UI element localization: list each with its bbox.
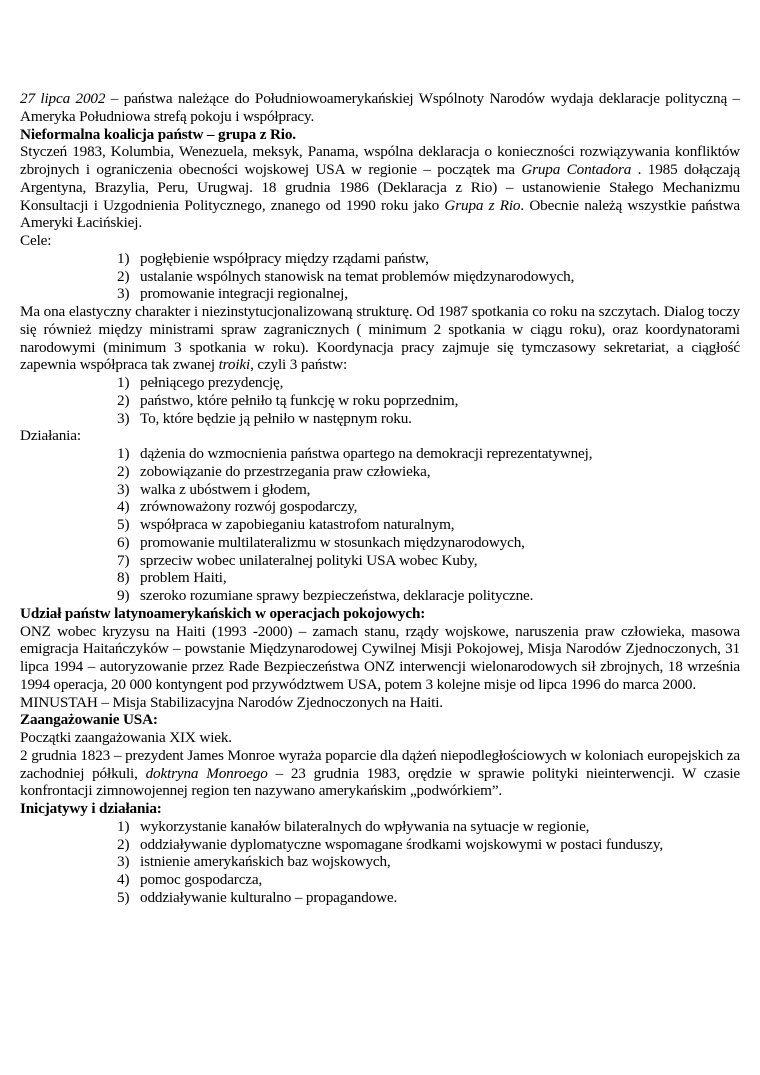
list-number: 2)	[117, 462, 130, 480]
italic-text: Grupa Contadora	[521, 161, 632, 178]
list-item	[20, 889, 740, 907]
list-item-text: zobowiązanie do przestrzegania praw człowieka,	[140, 462, 431, 480]
list-number: 8)	[117, 569, 130, 587]
list-item	[20, 569, 740, 587]
list-item-text: promowanie integracji regionalnej,	[140, 285, 348, 303]
text-run: – państwa należące do Południowoamerykańskiej Wspólnoty Narodów wydaja deklaracje polityczną – Ameryka Południowa strefą pokoju i współpracy.	[20, 90, 740, 125]
text-run: Początki zaangażowania XIX wiek.	[20, 729, 232, 746]
list-number: 3)	[117, 853, 130, 871]
paragraph	[20, 232, 740, 250]
list-item-text: ustalanie wspólnych stanowisk na temat problemów międzynarodowych,	[140, 267, 575, 285]
text-run: MINUSTAH – Misja Stabilizacyjna Narodów Zjednoczonych na Haiti.	[20, 693, 443, 711]
numbered-list	[20, 250, 740, 303]
list-item	[20, 285, 740, 303]
numbered-list	[20, 374, 740, 427]
list-item	[20, 818, 740, 836]
list-number: 5)	[117, 516, 130, 533]
text-run: Działania:	[20, 427, 81, 445]
paragraph	[20, 90, 740, 126]
list-item-text: wykorzystanie kanałów bilateralnych do wpływania na sytuacje w regionie,	[140, 817, 590, 835]
list-item	[20, 498, 740, 516]
list-item-text: pogłębienie współpracy między rządami państw,	[140, 249, 429, 267]
list-item-text: oddziaływanie dyplomatyczne wspomagane środkami wojskowymi w postaci funduszy,	[140, 835, 663, 853]
list-item-text: oddziaływanie kulturalno – propagandowe.	[140, 888, 398, 906]
list-item-text: istnienie amerykańskich baz wojskowych,	[140, 853, 391, 871]
list-number: 1)	[117, 817, 130, 835]
list-item	[20, 445, 740, 463]
list-number: 1)	[117, 249, 130, 267]
list-number: 7)	[117, 551, 130, 569]
paragraph	[20, 143, 740, 232]
list-item	[20, 836, 740, 854]
list-item	[20, 410, 740, 428]
list-item	[20, 871, 740, 889]
list-item	[20, 552, 740, 570]
list-number: 1)	[117, 445, 130, 462]
paragraph	[20, 694, 740, 712]
list-number: 9)	[117, 587, 130, 604]
list-number: 6)	[117, 533, 130, 551]
list-item-text: promowanie multilateralizmu w stosunkach międzynarodowych,	[140, 533, 525, 551]
paragraph	[20, 303, 740, 374]
list-item	[20, 250, 740, 268]
list-item	[20, 587, 740, 605]
list-item	[20, 853, 740, 871]
list-item-text: dążenia do wzmocnienia państwa opartego na demokracji reprezentatywnej,	[140, 445, 593, 462]
list-number: 2)	[117, 835, 130, 853]
paragraph	[20, 427, 740, 445]
list-item-text: problem Haiti,	[140, 569, 227, 587]
list-item	[20, 463, 740, 481]
italic-text: doktryna Monroego	[145, 764, 268, 782]
list-item-text: pełniącego prezydencję,	[140, 374, 284, 391]
list-number: 3)	[117, 285, 130, 303]
list-item-text: sprzeciw wobec unilateralnej polityki USA wobec Kuby,	[140, 551, 478, 569]
list-item	[20, 481, 740, 499]
text-run: – 23 grudnia 1983, orędzie w sprawie polityki nieinterwencji. W czasie konfrontacji zimnowojennej region ten nazywano amerykańskim „podwórkiem”.	[20, 764, 740, 800]
list-number: 4)	[117, 498, 130, 516]
text-run: , czyli 3 państw:	[250, 356, 348, 374]
list-item	[20, 392, 740, 410]
italic-text: troiki	[218, 356, 251, 374]
text-run: . Obecnie należą wszystkie państwa Ameryki Łacińskiej.	[20, 196, 740, 232]
list-item-text: szeroko rozumiane sprawy bezpieczeństwa, deklaracje polityczne.	[140, 587, 534, 604]
list-number: 2)	[117, 267, 130, 285]
list-item-text: pomoc gospodarcza,	[140, 871, 263, 888]
italic-text: Grupa z Rio	[444, 196, 521, 214]
list-number: 1)	[117, 374, 130, 391]
text-run: ONZ wobec kryzysu na Haiti (1993 -2000) – zamach stanu, rządy wojskowe, naruszenia praw człowieka, masowa emigracja Haitańczyków – powstanie Międzynarodowej Cywilnej Misji Pokojowej, Misja Narodów Zjednoczonych, 31 lipca 1994 – autoryzowanie przez Rade Bezpieczeństwa ONZ interwencji wielonarodowych sił zbrojnych, 18 września 1994 operacja, 20 000 kontyngent pod przywództwem USA, potem 3 kolejne misje od lipca 1996 do marca 2000.	[20, 622, 740, 693]
list-item-text: zrównoważony rozwój gospodarczy,	[140, 498, 358, 516]
paragraph	[20, 729, 740, 747]
numbered-list	[20, 818, 740, 907]
list-item-text: To, które będzie ją pełniło w następnym roku.	[140, 409, 412, 427]
list-item	[20, 268, 740, 286]
text-run: 2 grudnia 1823 – prezydent James Monroe wyraża poparcie dla dążeń niepodległościowych w koloniach europejskich za zachodniej półkuli,	[20, 746, 740, 782]
text-run: . 1985 dołączają Argentyna, Brazylia, Peru, Urugwaj. 18 grudnia 1986 (Deklaracja z Rio) – ustanowienie Stałego Mechanizmu Konsultacji i Uzgodnienia Politycznego, znanego od 1990 roku jako	[20, 161, 741, 214]
list-item-text: współpraca w zapobieganiu katastrofom naturalnym,	[140, 516, 455, 533]
italic-text: 27 lipca 2002	[20, 90, 106, 107]
section-heading: Inicjatywy i działania:	[20, 800, 162, 817]
list-item	[20, 374, 740, 392]
section-heading: Zaangażowanie USA:	[20, 711, 158, 729]
list-item-text: walka z ubóstwem i głodem,	[140, 480, 311, 498]
section-heading: Udział państw latynoamerykańskich w operacjach pokojowych:	[20, 604, 426, 622]
list-number: 5)	[117, 888, 130, 906]
list-number: 4)	[117, 871, 130, 888]
list-number: 3)	[117, 480, 130, 498]
paragraph	[20, 747, 740, 800]
list-number: 2)	[117, 391, 130, 409]
list-item	[20, 516, 740, 534]
section-heading: Nieformalna koalicja państw – grupa z Rio.	[20, 125, 296, 143]
list-number: 3)	[117, 409, 130, 427]
document-page	[20, 90, 740, 907]
text-run: Cele:	[20, 232, 52, 249]
list-item	[20, 534, 740, 552]
paragraph	[20, 623, 740, 694]
numbered-list	[20, 445, 740, 605]
list-item-text: państwo, które pełniło tą funkcję w roku poprzednim,	[140, 391, 459, 409]
text-run: Styczeń 1983, Kolumbia, Wenezuela, meksyk, Panama, wspólna deklaracja o konieczności rozwiązywania konfliktów zbrojnych i ograniczenia obecności wojskowej USA w regionie – początek ma	[20, 143, 740, 178]
text-run: Ma ona elastyczny charakter i niezinstytucjonalizowaną strukturę. Od 1987 spotkania co roku na szczytach. Dialog toczy się również między ministrami spraw zagranicznych ( minimum 2 spotkania w ciągu roku), oraz koordynatorami narodowymi (minimum 3 spotkania w roku). Koordynacja pracy zajmuje się tymczasowy sekretariat, a ciągłość zapewnia współpraca tak zwanej	[20, 303, 740, 374]
